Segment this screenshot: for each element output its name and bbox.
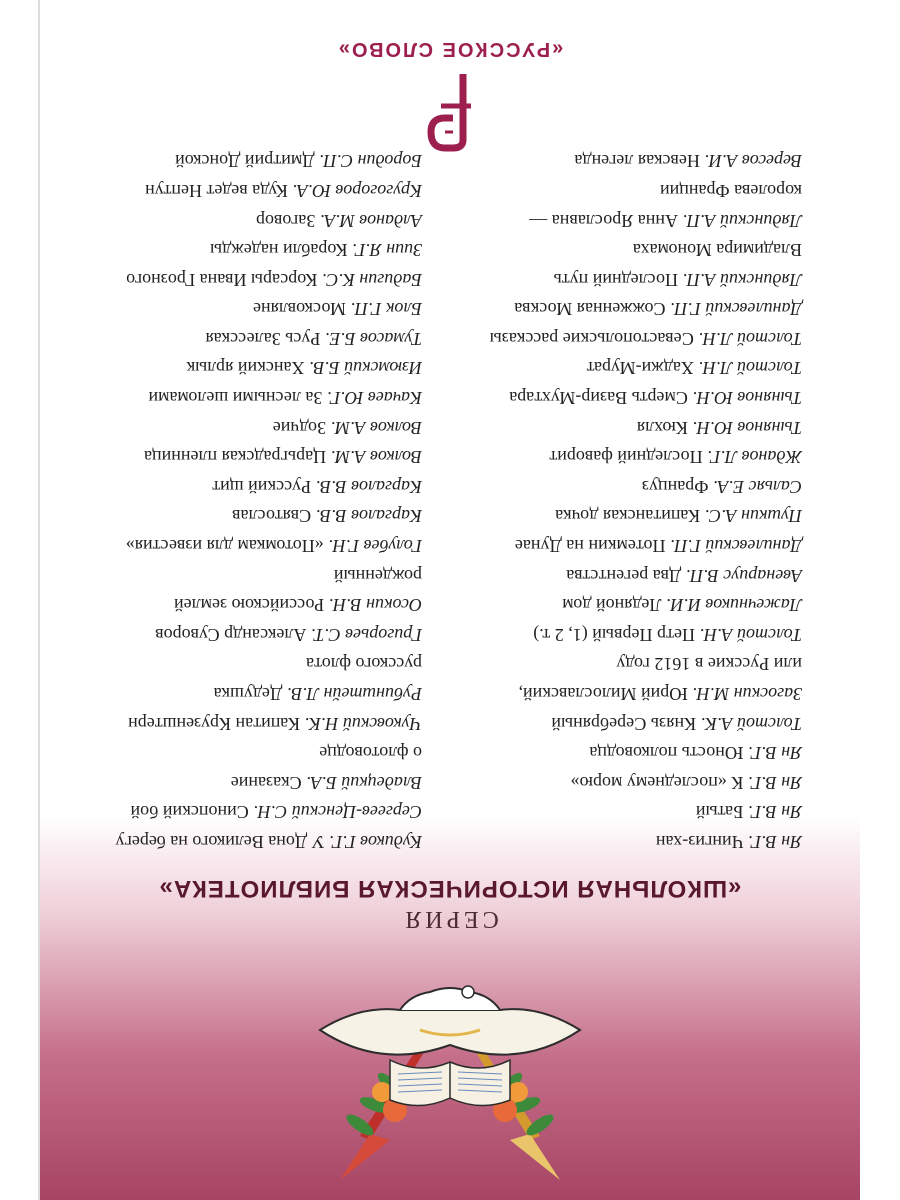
book-author: Осокин В.Н. [328, 595, 422, 616]
book-author: Пушкин А.С. [704, 506, 802, 527]
book-title: Дедушка [213, 684, 283, 705]
book-entry [62, 797, 422, 827]
book-title: рожденный [333, 565, 422, 586]
book-author: Авенариус В.П. [685, 565, 802, 586]
book-title: Корабли надежды [210, 240, 348, 261]
book-title: «Потомкам для известия» [125, 536, 324, 557]
book-entry [462, 767, 802, 797]
book-entry [462, 353, 802, 383]
book-author: Вересов А.И. [704, 151, 802, 172]
book-entry [462, 294, 802, 324]
book-entry [62, 383, 422, 413]
book-entry [462, 708, 802, 738]
book-list-right [62, 146, 422, 856]
book-author: Рубинштейн Л.В. [286, 684, 422, 705]
book-title: У Дона Великого на берегу [115, 832, 325, 852]
book-entry [62, 560, 422, 590]
book-author: Жданов Л.Г. [707, 447, 802, 468]
book-entry [62, 649, 422, 679]
book-entry [62, 471, 422, 501]
book-author: Ян В.Г. [747, 772, 802, 793]
book-entry [462, 264, 802, 294]
book-title: Русь Залесская [205, 328, 321, 349]
book-title: Кюхля [636, 417, 688, 438]
book-author: Каргалов В.В. [315, 506, 422, 527]
book-entry [62, 235, 422, 265]
book-entry [62, 708, 422, 738]
book-title: Российскою землей [173, 595, 325, 616]
book-author: Волков А.М. [330, 417, 422, 438]
book-title: Зодчие [272, 417, 327, 438]
book-title: Князь Серебряный [551, 713, 697, 734]
book-entry [62, 175, 422, 205]
book-entry [62, 530, 422, 560]
book-entry [462, 590, 802, 620]
book-title: Дмитрий Донской [175, 151, 315, 172]
book-author: Данилевский Г.П. [669, 536, 802, 557]
book-entry [462, 471, 802, 501]
book-author: Толстой А.Н. [699, 624, 802, 645]
book-entry [62, 442, 422, 472]
book-title: Севастопольские рассказы [489, 328, 694, 349]
book-author: Сальяс Е.А. [712, 476, 802, 497]
book-author: Чуковский Н.К. [304, 713, 422, 734]
book-list-left [462, 146, 802, 856]
book-entry [62, 323, 422, 353]
book-entry [62, 826, 422, 856]
book-title: К «последнему морю» [570, 772, 744, 793]
book-entry [62, 353, 422, 383]
book-title: Потемкин на Дунае [514, 536, 666, 557]
book-title: Капитанская дочка [555, 506, 701, 527]
book-title: Сказание [230, 772, 302, 793]
book-title: Последний путь [553, 269, 678, 290]
book-title: Владимира Мономаха [632, 240, 802, 261]
book-entry [462, 738, 802, 768]
book-author: Тынянов Ю.Н. [692, 417, 802, 438]
book-entry [462, 560, 802, 590]
book-author: Ян В.Г. [747, 802, 802, 823]
book-entry [62, 264, 422, 294]
series-label: СЕРИЯ [401, 906, 499, 932]
book-title: королева Франции [659, 180, 802, 201]
book-title: Заговор [255, 210, 316, 231]
book-title: Чингиз-хан [655, 832, 744, 852]
book-title: русского флота [305, 654, 422, 675]
book-entry [462, 797, 802, 827]
book-title: Юрий Милославский, [518, 684, 688, 705]
book-entry [462, 442, 802, 472]
open-book-scroll-emblem-icon [300, 970, 600, 1180]
book-title: Куда ведет Нептун [145, 180, 288, 201]
book-entry [62, 619, 422, 649]
book-title: Капитан Крузенштерн [128, 713, 300, 734]
book-title: Корсары Ивана Грозного [126, 269, 318, 290]
book-author: Лажечников И.И. [665, 595, 802, 616]
book-entry [62, 146, 422, 176]
book-author: Ян В.Г. [747, 743, 802, 764]
book-title: Царьградская пленница [143, 447, 327, 468]
book-author: Тынянов Ю.Н. [692, 388, 802, 409]
book-entry [62, 590, 422, 620]
book-author: Изюмский Б.В. [308, 358, 422, 379]
book-author: Толстой Л.Н. [698, 358, 802, 379]
series-title: «ШКОЛЬНАЯ ИСТОРИЧЕСКАЯ БИБЛИОТЕКА» [158, 875, 742, 902]
book-title: Два регентства [566, 565, 682, 586]
book-author: Лядинский А.П. [682, 210, 802, 231]
book-author: Толстой Л.Н. [698, 328, 802, 349]
book-title: Ханский ярлык [186, 358, 305, 379]
book-title: Батый [695, 802, 744, 823]
book-author: Волков А.М. [330, 447, 422, 468]
book-title: За лесными шеломами [148, 388, 323, 409]
book-entry [62, 294, 422, 324]
book-entry [62, 501, 422, 531]
book-author: Бадигин К.С. [321, 269, 422, 290]
book-title: Московляне [253, 299, 346, 320]
book-entry [462, 205, 802, 235]
book-entry [462, 323, 802, 353]
book-entry [462, 826, 802, 856]
book-entry [462, 175, 802, 205]
book-entry [62, 738, 422, 768]
book-entry [462, 501, 802, 531]
book-title: Петр Первый (1, 2 т.) [533, 624, 696, 645]
book-title: Смерть Вазир-Мухтара [509, 388, 688, 409]
book-title: Француз [641, 476, 709, 497]
book-author: Кругогоров Ю.А. [292, 180, 422, 201]
book-entry [462, 383, 802, 413]
book-author: Данилевский Г.П. [669, 299, 802, 320]
book-author: Лядинский А.П. [682, 269, 802, 290]
book-title: Последний фаворит [549, 447, 703, 468]
book-author: Зиин Я.Г. [351, 240, 422, 261]
book-entry [62, 412, 422, 442]
book-title: Русский щит [212, 476, 312, 497]
book-author: Каргалов В.В. [315, 476, 422, 497]
book-author: Качаев Ю.Г. [326, 388, 422, 409]
book-entry [62, 767, 422, 797]
book-author: Сергеев-Ценский С.Н. [253, 802, 422, 823]
book-author: Блок Г.П. [350, 299, 422, 320]
book-author: Голубев Г.Н. [328, 536, 422, 557]
book-title: Сожженная Москва [514, 299, 666, 320]
book-author: Алданов М.А. [319, 210, 422, 231]
book-entry [62, 205, 422, 235]
book-entry [462, 678, 802, 708]
book-title: Александр Суворов [155, 624, 307, 645]
book-author: Загоскин М.Н. [692, 684, 802, 705]
book-title: Хаджи-Мурат [586, 358, 694, 379]
book-entry [462, 235, 802, 265]
book-title: или Русские в 1612 году [616, 654, 802, 675]
book-author: Толстой А.К. [700, 713, 802, 734]
publisher-name: «РУССКОЕ СЛОВО» [336, 38, 564, 60]
russkoe-slovo-r-logo-icon [425, 72, 475, 152]
book-entry [462, 530, 802, 560]
book-title: Юность полководца [589, 743, 744, 764]
book-title: Анна Ярославна — [529, 210, 678, 231]
book-title: Синопский бой [130, 802, 249, 823]
book-author: Бородин С.П. [319, 151, 422, 172]
book-entry [462, 619, 802, 649]
book-title: о флотоводце [319, 743, 422, 764]
book-entry [462, 146, 802, 176]
book-author: Кудиков Г.Г. [328, 832, 422, 852]
book-author: Ян В.Г. [747, 832, 802, 852]
book-author: Тумасов Б.Е. [324, 328, 422, 349]
book-author: Владецкий Б.А. [306, 772, 422, 793]
book-title: Невская легенда [574, 151, 700, 172]
book-title: Святослав [232, 506, 312, 527]
book-entry [462, 649, 802, 679]
book-title: Ледяной дом [562, 595, 662, 616]
book-entry [62, 678, 422, 708]
book-author: Григорьев С.Т. [310, 624, 422, 645]
book-entry [462, 412, 802, 442]
